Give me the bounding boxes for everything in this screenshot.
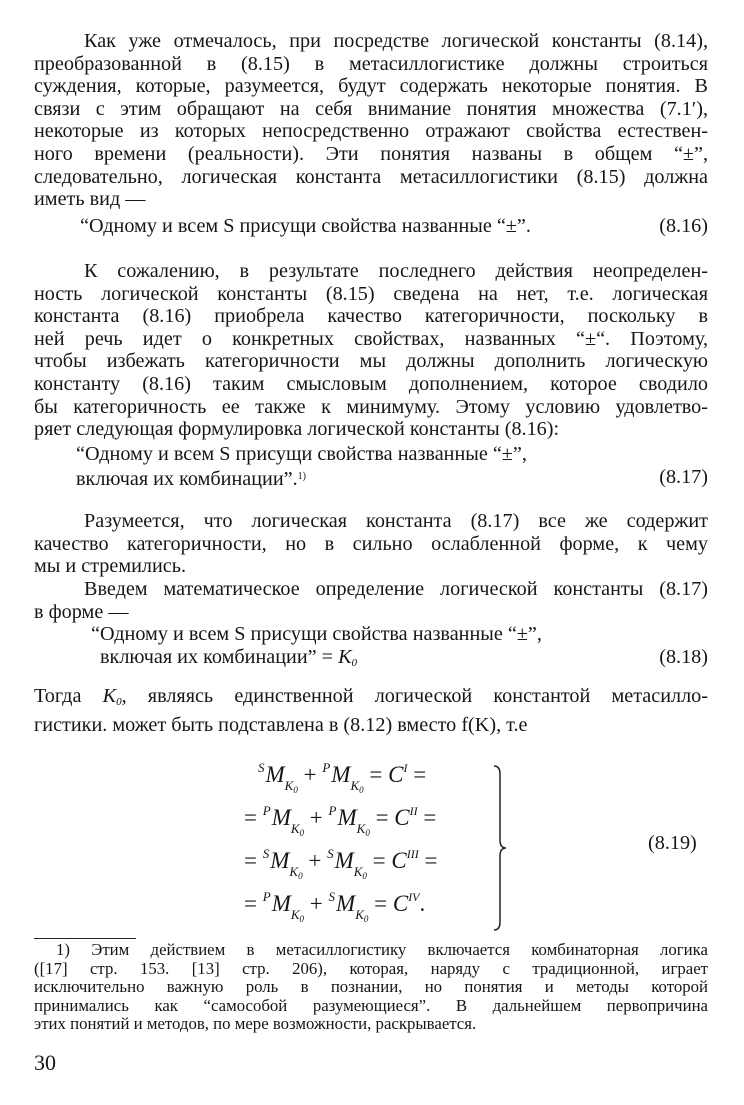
text-line: некоторые из которых непосредственно отражают свойства естествен-: [34, 120, 708, 143]
text-line: К сожалению, в результате последнего действия неопределен-: [84, 260, 708, 282]
prefix: S: [258, 760, 265, 775]
equation-line-2: [76, 466, 306, 491]
text-line: мы и стремились.: [34, 555, 186, 578]
equation-8-17: [34, 443, 708, 489]
text-line: преобразованной в (8.15) в метасиллогистике должны строиться: [34, 52, 708, 75]
k-subscript: 0: [351, 656, 358, 669]
footnote-divider: [34, 938, 136, 939]
text-line: суждения, которые, разумеется, будут содержать некоторые понятия. В: [34, 75, 708, 98]
prefix: P: [262, 803, 271, 818]
paragraph-1: [34, 30, 708, 211]
equation-number: (8.17): [659, 465, 708, 488]
footnote-ref[interactable]: 1): [297, 470, 306, 482]
equation-line-2-text: включая их комбинации”.: [76, 467, 298, 490]
k-letter: K: [338, 645, 352, 668]
right-brace-icon: [492, 764, 508, 932]
text-line: Разумеется, что логическая константа (8.17) все же содержит: [84, 510, 708, 532]
text-line: гистики. может быть подставлена в (8.12) вместо f(K), т.е: [34, 713, 528, 736]
superscript: I: [403, 761, 408, 775]
equation-line-1: “Одному и всем S присущи свойства названные “±”,: [91, 623, 542, 645]
paragraph-5: [34, 685, 708, 736]
equation-number: (8.16): [659, 215, 708, 237]
lead-sign: =: [244, 848, 263, 873]
text-fragment: Тогда: [34, 685, 103, 707]
footnote: [34, 941, 708, 1034]
text-line: ней речь идет о конкретных свойствах, названных “±“. Поэтому,: [34, 327, 708, 350]
footnote-line: этих понятий и методов, по мере возможности, раскрывается.: [34, 1014, 477, 1034]
prefix: P: [322, 760, 331, 775]
prefix: P: [328, 803, 337, 818]
text-line: [34, 685, 708, 714]
page-number: 30: [34, 1050, 56, 1075]
row-end: =: [418, 848, 438, 873]
equation-8-19: [244, 760, 504, 935]
equation-8-18: [34, 623, 708, 669]
equation-text: “Одному и всем S присущи свойства названные “±”.: [80, 215, 531, 237]
lead-sign: =: [244, 891, 263, 916]
paragraph-2: [34, 260, 708, 441]
text-line: связи с этим обращают на себя внимание понятия множества (7.1′),: [34, 97, 708, 120]
text-line: ряет следующая формулировка логической константы (8.16):: [34, 418, 560, 441]
paragraph-3: [34, 510, 708, 578]
footnote-line: ([17] стр. 153. [13] стр. 206), которая, наряду с традиционной, играет: [34, 958, 708, 978]
formula-row: = $^PM_{K_0} + ^PM_{K_0} = C^{II}$ =: [244, 803, 437, 838]
prefix: S: [262, 846, 270, 861]
text-line: иметь вид —: [34, 188, 146, 211]
k-subscript: 0: [116, 696, 122, 708]
text-line: Как уже отмечалось, при посредстве логической константы (8.14),: [84, 30, 708, 52]
equation-number: (8.19): [648, 832, 697, 854]
formula-row: $^SM_{K_0} + ^PM_{K_0} = C^I$ =: [258, 760, 427, 795]
text-line: качество категоричности, но в сильно ослабленной форме, к чему: [34, 532, 708, 555]
text-fragment: , являясь единственной логической константой метасилло-: [121, 685, 708, 707]
row-end: .: [419, 891, 426, 916]
text-line: Введем математическое определение логической константы (8.17): [84, 578, 708, 600]
superscript: IV: [408, 890, 420, 904]
lead-sign: =: [244, 805, 263, 830]
prefix: S: [327, 846, 334, 861]
text-line: в форме —: [34, 600, 129, 623]
k0-symbol: [338, 646, 357, 668]
superscript: III: [406, 847, 419, 861]
text-line: ность логической константы (8.15) сведена на нет, т.е. логическая: [34, 282, 708, 305]
equation-number: (8.18): [659, 645, 708, 668]
text-line: следовательно, логическая константа метасиллогистики (8.15) должна: [34, 165, 708, 188]
equation-line-2: [100, 646, 357, 675]
superscript: II: [409, 804, 418, 818]
row-end: =: [417, 805, 437, 830]
formula-row: = $^SM_{K_0} + ^SM_{K_0} = C^{III}$ =: [244, 846, 438, 881]
paragraph-4: [34, 578, 708, 623]
text-line: бы категоричность ее также к минимуму. Этому условию удовлетво-: [34, 395, 708, 418]
footnote-line: исключительно важную роль в познании, но понятия и методы которой: [34, 977, 708, 997]
text-line: константу (8.16) таким смысловым дополнением, которое сводило: [34, 372, 708, 395]
footnote-line: принимались как “самособой разумеющиеся”. В дальнейшем первопричина: [34, 995, 708, 1015]
text-line: константа (8.16) приобрела качество категоричности, поскольку в: [34, 305, 708, 328]
equation-8-16: [34, 215, 708, 238]
equation-line-2-text: включая их комбинации” =: [100, 645, 339, 668]
prefix: S: [328, 889, 336, 904]
text-line: чтобы избежать категоричности мы должны дополнить логическую: [34, 350, 708, 373]
formula-row: = $^PM_{K_0} + ^SM_{K_0} = C^{IV}$.: [244, 889, 426, 924]
k0-symbol: [103, 685, 122, 707]
row-end: =: [407, 762, 427, 787]
equation-line-1: “Одному и всем S присущи свойства названные “±”,: [76, 443, 527, 465]
k-letter: K: [102, 685, 117, 707]
prefix: P: [262, 889, 271, 904]
text-line: ного времени (реальности). Эти понятия названы в общем “±”,: [34, 142, 708, 165]
footnote-line: 1) Этим действием в метасиллогистику включается комбинаторная логика: [56, 940, 708, 959]
